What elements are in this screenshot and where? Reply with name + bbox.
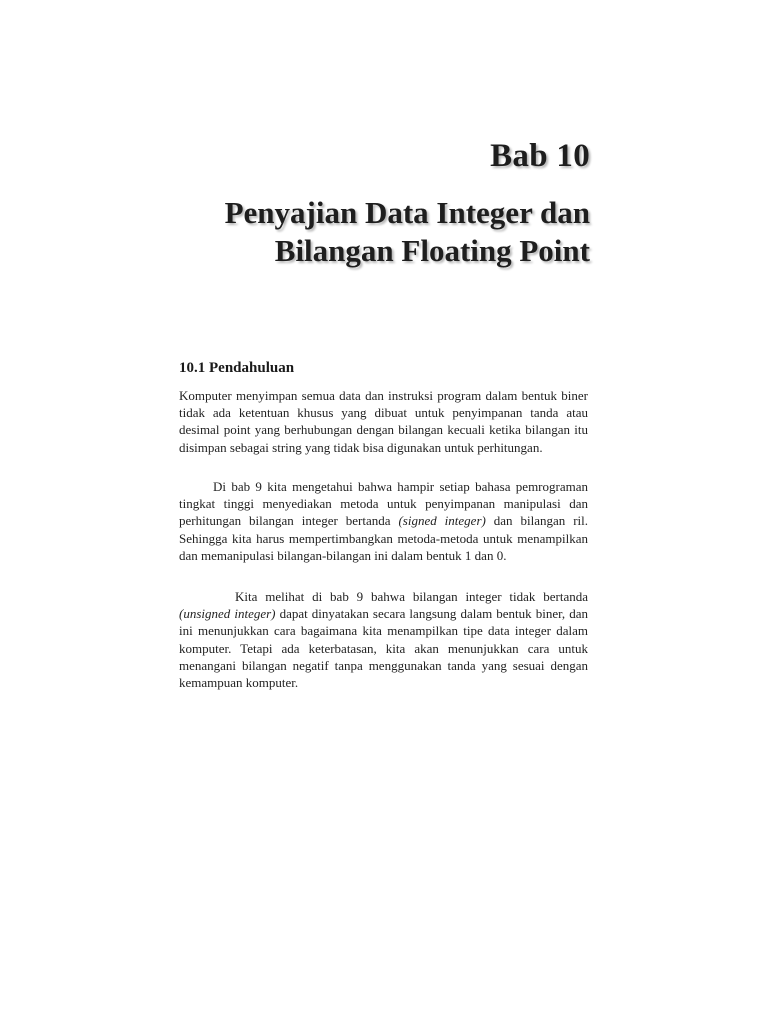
chapter-title-line-1: Penyajian Data Integer dan	[224, 195, 590, 230]
paragraph-3-italic-term: (unsigned integer)	[179, 606, 276, 622]
paragraph-1: Komputer menyimpan semua data dan instruksi program dalam bentuk biner tidak ada ketentuan khusus yang dibuat untuk penyimpanan tanda atau desimal point yang berhubungan dengan bilangan kecuali ketika bilangan itu disimpan sebagai string yang tidak bisa digunakan untuk perhitungan.	[179, 388, 588, 455]
section-heading: 10.1 Pendahuluan	[179, 360, 295, 376]
paragraph-2	[179, 478, 588, 564]
paragraph-2-italic-term: (signed integer)	[398, 513, 486, 529]
chapter-title-line-2: Bilangan Floating Point	[274, 233, 590, 268]
paragraph-2-text-start: Di bab 9 kita mengetahui bahwa hampir setiap bahasa pemrograman tingkat tinggi menyediakan metoda untuk penyimpanan manipulasi dan perhitungan bilangan integer bertanda	[179, 479, 588, 529]
paragraph-2-text-end: dan bilangan ril. Sehingga kita harus mempertimbangkan metoda-metoda untuk menampilkan dan memanipulasi bilangan-bilangan ini dalam bentuk 1 dan 0.	[179, 513, 589, 563]
paragraph-3-text-start: Kita melihat di bab 9 bahwa bilangan integer tidak bertanda	[235, 589, 588, 604]
paragraph-3	[179, 588, 588, 691]
chapter-title	[150, 194, 590, 270]
paragraph-3-text-end: dapat dinyatakan secara langsung dalam bentuk biner, dan ini menunjukkan cara bagaimana kita menampilkan tipe data integer dalam komputer. Tetapi ada keterbatasan, kita akan menunjukkan cara untuk menangani bilangan negatif tanpa menggunakan tanda yang sesuai dengan kemampuan komputer.	[179, 606, 589, 691]
chapter-number: Bab 10	[490, 138, 590, 174]
